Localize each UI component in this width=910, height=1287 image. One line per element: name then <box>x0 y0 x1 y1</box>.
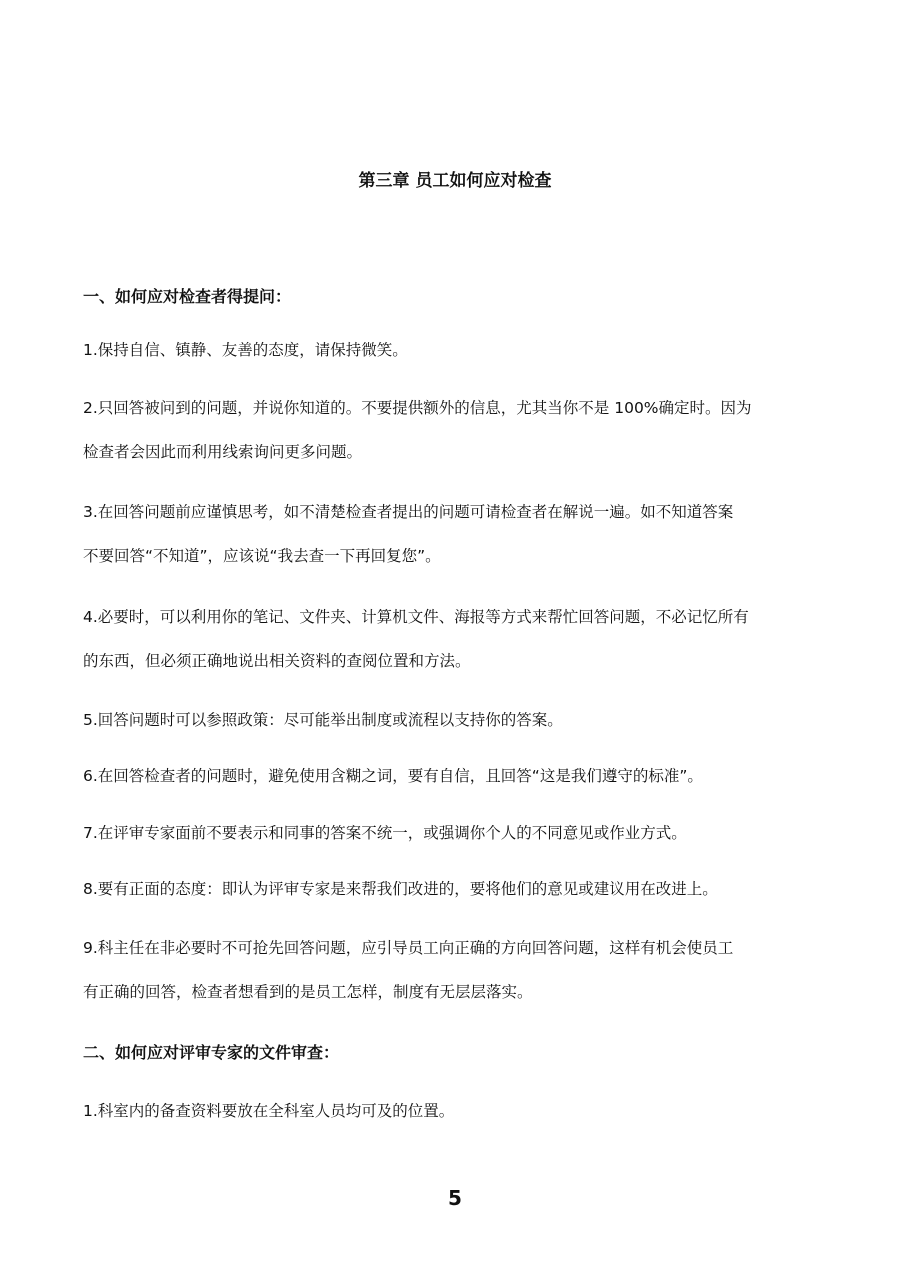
page-number: 5 <box>448 1186 462 1210</box>
paragraph-line: 1.科室内的备查资料要放在全科室人员均可及的位置。 <box>83 1102 455 1120</box>
paragraph-line: 检查者会因此而利用线索询问更多问题。 <box>83 443 363 461</box>
list-item-5 <box>83 698 843 742</box>
list-item-2 <box>83 386 843 474</box>
section-heading-2: 二、如何应对评审专家的文件审查： <box>83 1043 340 1062</box>
paragraph-line: 4.必要时，可以利用你的笔记、文件夹、计算机文件、海报等方式来帮忙回答问题，不必记忆所有 <box>83 608 749 626</box>
list-item-8 <box>83 867 843 911</box>
paragraph-line: 1.保持自信、镇静、友善的态度，请保持微笑。 <box>83 341 408 359</box>
paragraph-line: 3.在回答问题前应谨慎思考，如不清楚检查者提出的问题可请检查者在解说一遍。如不知道答案 <box>83 503 734 521</box>
list-item-6 <box>83 754 843 798</box>
list-item-9 <box>83 926 843 1014</box>
paragraph-line: 不要回答“不知道”，应该说“我去查一下再回复您”。 <box>83 547 441 565</box>
section-heading-1: 一、如何应对检查者得提问： <box>83 287 292 306</box>
paragraph-line: 8.要有正面的态度：即认为评审专家是来帮我们改进的，要将他们的意见或建议用在改进上。 <box>83 880 718 898</box>
list-item-10 <box>83 1089 843 1133</box>
chapter-title: 第三章 员工如何应对检查 <box>358 171 552 191</box>
paragraph-line: 6.在回答检查者的问题时，避免使用含糊之词，要有自信，且回答“这是我们遵守的标准”。 <box>83 767 703 785</box>
list-item-4 <box>83 595 843 683</box>
paragraph-line: 9.科主任在非必要时不可抢先回答问题，应引导员工向正确的方向回答问题，这样有机会使员工 <box>83 939 734 957</box>
paragraph-line: 7.在评审专家面前不要表示和同事的答案不统一，或强调你个人的不同意见或作业方式。 <box>83 824 687 842</box>
paragraph-line: 的东西，但必须正确地说出相关资料的查阅位置和方法。 <box>83 652 471 670</box>
list-item-3 <box>83 490 843 578</box>
paragraph-line: 2.只回答被问到的问题，并说你知道的。不要提供额外的信息，尤其当你不是 100%确定时。因为 <box>83 399 752 417</box>
list-item-1 <box>83 328 843 372</box>
paragraph-line: 5.回答问题时可以参照政策：尽可能举出制度或流程以支持你的答案。 <box>83 711 563 729</box>
paragraph-line: 有正确的回答，检查者想看到的是员工怎样，制度有无层层落实。 <box>83 983 533 1001</box>
list-item-7 <box>83 811 843 855</box>
